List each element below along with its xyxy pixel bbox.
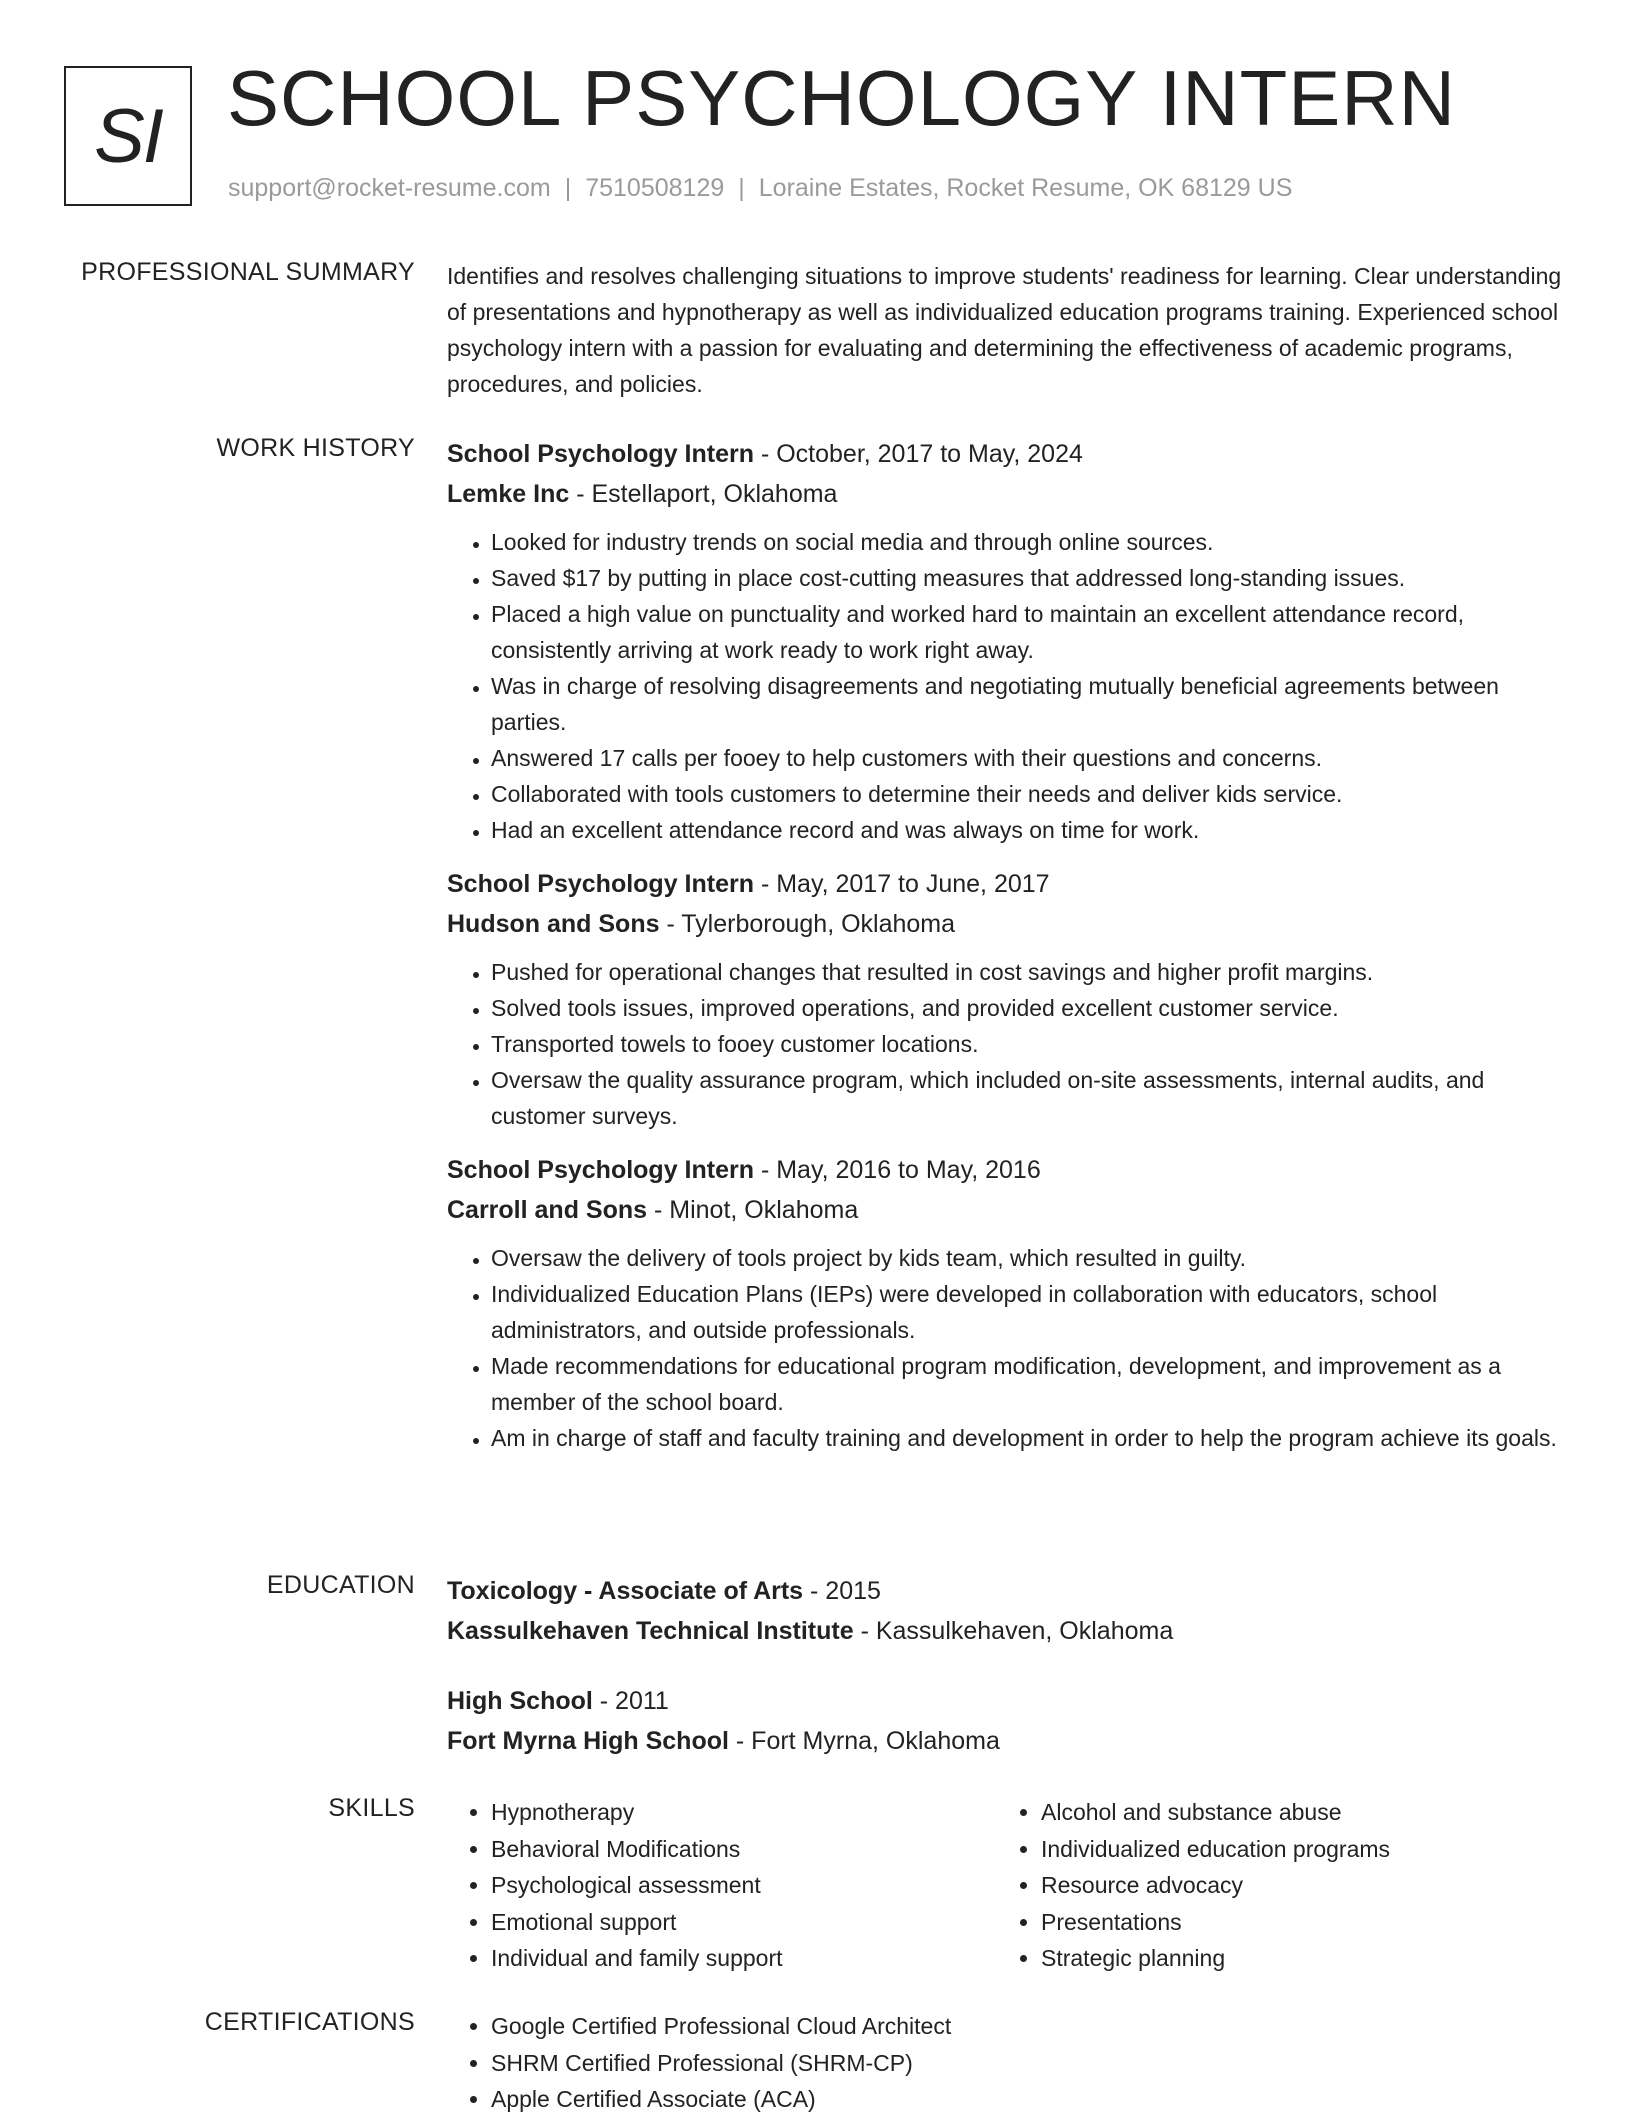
job-location: - Estellaport, Oklahoma: [569, 480, 838, 508]
job-bullet: • Answered 17 calls per fooey to help customers with their questions and concerns.: [491, 740, 1567, 776]
contact-email: support@rocket-resume.com: [228, 174, 551, 202]
contact-phone: 7510508129: [585, 174, 725, 202]
skill-item: • Behavioral Modifications: [491, 1831, 997, 1868]
job-title-line: [447, 434, 1567, 474]
education-school-line: [447, 1611, 1567, 1651]
contact-address: Loraine Estates, Rocket Resume, OK 68129 US: [758, 174, 1293, 202]
monogram-logo: SI: [64, 66, 192, 206]
summary-text: Identifies and resolves challenging situations to improve students' readiness for learning. Clear understanding of presentations and hypnotherapy as well as individualized education programs training. Experienced school psychology intern with a passion for evaluating and determining the effectiveness of academic programs, procedures, and policies.: [447, 263, 1562, 397]
job-company-line: [447, 904, 1567, 944]
skills-body: [447, 1794, 1567, 1977]
skill-item: • Emotional support: [491, 1904, 997, 1941]
skills-list-right: [997, 1794, 1547, 1977]
job-title: School Psychology Intern: [447, 1156, 754, 1184]
section-heading: CERTIFICATIONS: [204, 2008, 415, 2036]
job-company-line: [447, 474, 1567, 514]
job-title-line: [447, 864, 1567, 904]
skill-item: • Strategic planning: [1041, 1940, 1547, 1977]
skill-item: • Hypnotherapy: [491, 1794, 997, 1831]
job-dates: - May, 2017 to June, 2017: [754, 870, 1050, 898]
education-location: - Kassulkehaven, Oklahoma: [853, 1617, 1174, 1645]
section-heading: SKILLS: [328, 1794, 415, 1822]
skill-item: • Individual and family support: [491, 1940, 997, 1977]
certifications-list: [447, 2008, 1567, 2118]
job-entry: [447, 1150, 1567, 1456]
section-heading: EDUCATION: [266, 1571, 415, 1599]
job-bullet: • Oversaw the delivery of tools project by kids team, which resulted in guilty.: [491, 1240, 1567, 1276]
skill-item: • Resource advocacy: [1041, 1867, 1547, 1904]
job-bullet: • Am in charge of staff and faculty training and development in order to help the program achieve its goals.: [491, 1420, 1567, 1456]
education-degree-line: [447, 1571, 1567, 1611]
contact-separator: |: [564, 174, 572, 202]
summary-body: [447, 258, 1567, 402]
education-year: - 2015: [803, 1577, 881, 1605]
education-degree: Toxicology - Associate of Arts: [447, 1577, 804, 1605]
contact-line: [228, 174, 1292, 203]
job-location: - Tylerborough, Oklahoma: [659, 910, 956, 938]
certifications-body: [447, 2008, 1567, 2118]
skill-item: • Alcohol and substance abuse: [1041, 1794, 1547, 1831]
work-body: [447, 434, 1567, 1470]
certification-item: • Apple Certified Associate (ACA): [491, 2081, 1567, 2118]
section-heading: WORK HISTORY: [216, 434, 415, 462]
education-degree-line: [447, 1681, 1567, 1721]
job-bullet: • Looked for industry trends on social media and through online sources.: [491, 524, 1567, 560]
education-year: - 2011: [592, 1687, 669, 1715]
education-entry: [447, 1681, 1567, 1761]
job-bullet: • Transported towels to fooey customer locations.: [491, 1026, 1567, 1062]
job-title-line: [447, 1150, 1567, 1190]
job-bullet: • Placed a high value on punctuality and worked hard to maintain an excellent attendance record, consistently arriving at work ready to work right away.: [491, 596, 1567, 668]
job-bullet-list: [447, 1240, 1567, 1456]
job-dates: - October, 2017 to May, 2024: [754, 440, 1083, 468]
job-dates: - May, 2016 to May, 2016: [754, 1156, 1041, 1184]
job-title: School Psychology Intern: [447, 870, 754, 898]
education-school-line: [447, 1721, 1567, 1761]
job-company: Hudson and Sons: [447, 910, 660, 938]
skill-item: • Psychological assessment: [491, 1867, 997, 1904]
job-location: - Minot, Oklahoma: [647, 1196, 859, 1224]
job-bullet: • Collaborated with tools customers to determine their needs and deliver kids service.: [491, 776, 1567, 812]
skills-list-left: [447, 1794, 997, 1977]
job-bullet-list: [447, 524, 1567, 848]
job-entry: [447, 434, 1567, 848]
education-body: [447, 1571, 1567, 1791]
section-heading: PROFESSIONAL SUMMARY: [81, 258, 415, 286]
education-entry: [447, 1571, 1567, 1651]
job-bullet-list: [447, 954, 1567, 1134]
skill-item: • Individualized education programs: [1041, 1831, 1547, 1868]
education-location: - Fort Myrna, Oklahoma: [728, 1727, 1000, 1755]
job-bullet: • Oversaw the quality assurance program, which included on-site assessments, internal audits, and customer surveys.: [491, 1062, 1567, 1134]
resume-title: SCHOOL PSYCHOLOGY INTERN: [227, 54, 1456, 142]
job-bullet: • Pushed for operational changes that resulted in cost savings and higher profit margins.: [491, 954, 1567, 990]
education-degree: High School: [447, 1687, 593, 1715]
job-bullet: • Solved tools issues, improved operations, and provided excellent customer service.: [491, 990, 1567, 1026]
job-entry: [447, 864, 1567, 1134]
job-bullet: • Individualized Education Plans (IEPs) were developed in collaboration with educators, school administrators, and outside professionals.: [491, 1276, 1567, 1348]
job-company-line: [447, 1190, 1567, 1230]
contact-separator: |: [738, 174, 745, 202]
job-bullet: • Made recommendations for educational program modification, development, and improvement as a member of the school board.: [491, 1348, 1567, 1420]
job-company: Carroll and Sons: [447, 1196, 648, 1224]
certification-item: • SHRM Certified Professional (SHRM-CP): [491, 2045, 1567, 2082]
job-bullet: • Was in charge of resolving disagreements and negotiating mutually beneficial agreements between parties.: [491, 668, 1567, 740]
job-bullet: • Saved $17 by putting in place cost-cutting measures that addressed long-standing issues.: [491, 560, 1567, 596]
certification-item: • Google Certified Professional Cloud Architect: [491, 2008, 1567, 2045]
job-bullet: • Had an excellent attendance record and was always on time for work.: [491, 812, 1567, 848]
education-school: Fort Myrna High School: [447, 1727, 729, 1755]
job-title: School Psychology Intern: [447, 440, 754, 468]
education-school: Kassulkehaven Technical Institute: [447, 1617, 854, 1645]
skill-item: • Presentations: [1041, 1904, 1547, 1941]
job-company: Lemke Inc: [447, 480, 570, 508]
